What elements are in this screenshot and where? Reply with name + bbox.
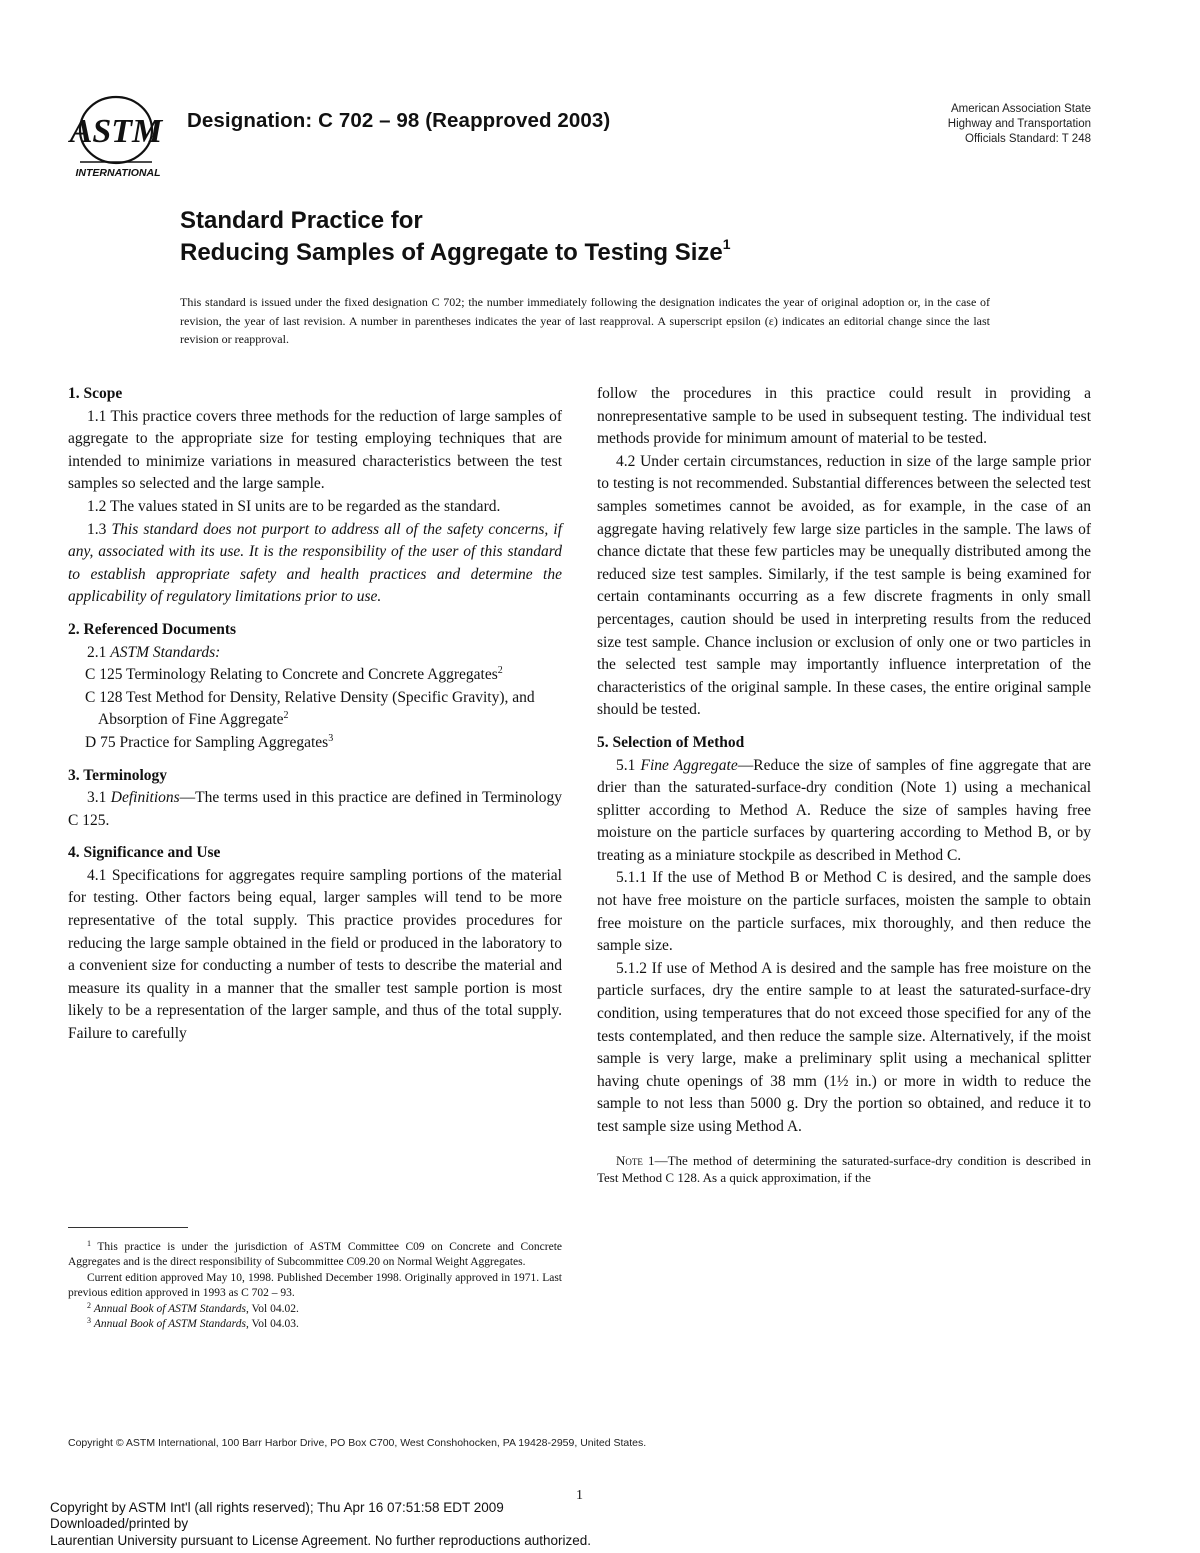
download-line: Downloaded/printed by: [50, 1516, 189, 1532]
reference-text: C 125 Terminology Relating to Concrete and Concrete Aggregates: [85, 666, 498, 684]
section-heading-selection-of-method: 5. Selection of Method: [597, 733, 745, 751]
note-text: —The method of determining the saturated-surface-dry condition is described in Test Method C 128. As a quick approximation, if the: [597, 1152, 1091, 1185]
download-line: Copyright by ASTM Int'l (all rights reserved); Thu Apr 16 07:51:58 EDT 2009: [50, 1500, 504, 1515]
paragraph-1-1: 1.1 This practice covers three methods for the reduction of large samples of aggregate to the appropriate size for testing employing techniques that are intended to minimize variations in measured characteristics between the test samples so selected and the large sample.: [68, 407, 562, 493]
footnote-book-title: Annual Book of ASTM Standards: [93, 1302, 246, 1315]
paragraph-number: 1.3: [87, 520, 112, 538]
right-column: [597, 383, 1091, 1186]
aashto-line: American Association State: [951, 103, 1091, 115]
paragraph-5-1-1: 5.1.1 If the use of Method B or Method C is desired, and the sample does not have free moisture on the particle surfaces, moisten the sample to obtain free moisture on the particle surfaces, mix thoroughly, and then reduce the sample size.: [597, 869, 1091, 955]
paragraph-4-1-continued: follow the procedures in this practice could result in providing a nonrepresentative sample to be used in subsequent testing. The individual test methods provide for minimum amount of material to be tested.: [597, 385, 1091, 448]
paragraph-4-2: 4.2 Under certain circumstances, reduction in size of the large sample prior to testing is not recommended. Substantial differences between the selected test samples sometimes cannot be avoided, as for example, in the case of an aggregate having relatively few large size particles in the sample. The laws of chance dictate that these few particles may be unequally distributed among the reduced size test samples. Similarly, if the test sample is being examined for certain contaminants occurring as a few discrete fragments in only small percentages, caution should be used in interpreting results from the reduced size test sample. Chance inclusion or exclusion of only one or two particles in the selected test sample may importantly influence interpretation of the characteristics of the original sample. In these cases, the entire original sample should be tested.: [597, 452, 1091, 719]
logo-text: INTERNATIONAL: [75, 167, 161, 179]
aashto-note: [880, 102, 1091, 147]
definitions-text: —The terms used in this practice are defined in Terminology C 125.: [68, 789, 563, 829]
paragraph-4-1: 4.1 Specifications for aggregates require sampling portions of the material for testing. Other factors being equal, larger samples will tend to be more representative of the total supply. This practice provides procedures for reducing the large sample obtained in the field or produced in the laboratory to a convenient size for conducting a number of tests to describe the material and measure its quality in a manner that the smaller test sample portion is most likely to be a representation of the larger sample, and thus of the total supply. Failure to carefully: [68, 866, 562, 1043]
footnote-marker: 2: [87, 1300, 91, 1310]
section-heading-significance: 4. Significance and Use: [68, 844, 221, 862]
footnote-1: [68, 1240, 562, 1271]
document-title-line-2: [180, 236, 731, 267]
footnote-volume: , Vol 04.03.: [245, 1318, 299, 1331]
download-notice: [50, 1500, 591, 1549]
download-line: Laurentian University pursuant to License Agreement. No further reproductions authorized.: [50, 1532, 592, 1548]
paragraph-number: 2.1: [87, 643, 111, 661]
astm-standards-label: ASTM Standards:: [110, 643, 221, 661]
title-footnote-marker: 1: [722, 236, 731, 252]
footnotes: [68, 1240, 562, 1332]
aashto-line: Highway and Transportation: [947, 118, 1091, 130]
footnote-divider: [68, 1227, 188, 1228]
paragraph-number: 5.1: [616, 756, 641, 774]
footnote-book-title: Annual Book of ASTM Standards: [93, 1318, 246, 1331]
astm-logo: [66, 92, 170, 180]
footnote-volume: , Vol 04.02.: [245, 1302, 299, 1315]
designation: Designation: C 702 – 98 (Reapproved 2003): [187, 109, 611, 132]
definitions-term: Definitions: [110, 789, 180, 807]
document-title-line-1: Standard Practice for: [180, 207, 423, 234]
paragraph-3-1: [68, 787, 562, 832]
footnote-1-edition: Current edition approved May 10, 1998. Published December 1998. Originally approved in 1971. Last previous edition approved in 1993 as C 702 – 93.: [68, 1271, 562, 1300]
issuance-note: This standard is issued under the fixed designation C 702; the number immediately following the designation indicates the year of original adoption or, in the case of revision, the year of last revision. A number in parentheses indicates the year of last reapproval. A superscript epsilon (ε) indicates an editorial change since the last revision or reapproval.: [180, 295, 990, 346]
footnote-3: [68, 1317, 562, 1332]
aashto-line: Officials Standard: T 248: [965, 133, 1091, 145]
page-number: 1: [576, 1488, 583, 1503]
safety-statement: This standard does not purport to address all of the safety concerns, if any, associated with its use. It is the responsibility of the user of this standard to establish appropriate safety and health practices and determine the applicability of regulatory limitations prior to use.: [68, 520, 563, 606]
footnote-marker: 1: [87, 1239, 91, 1248]
footnote-marker: 3: [87, 1316, 91, 1326]
paragraph-number: 3.1: [87, 789, 111, 807]
note-1: [597, 1152, 1091, 1186]
section-heading-terminology: 3. Terminology: [68, 766, 168, 784]
paragraph-2-1: [68, 642, 562, 665]
fine-aggregate-text: —Reduce the size of samples of fine aggregate that are drier than the saturated-surface-dry condition (Note 1) using a mechanical splitter according to Method A. Reduce the size of samples having free moisture on the particle surfaces by quartering according to Method B, or by treating as a miniature stockpile as described in Method C.: [597, 756, 1091, 864]
fine-aggregate-term: Fine Aggregate: [640, 756, 738, 774]
reference-item: [68, 664, 562, 687]
copyright-line: Copyright © ASTM International, 100 Barr Harbor Drive, PO Box C700, West Conshohocken, PA 19428-2959, United States.: [68, 1437, 647, 1449]
section-heading-referenced-documents: 2. Referenced Documents: [68, 620, 237, 638]
reference-item: [68, 732, 562, 755]
footnote-text: This practice is under the jurisdiction of ASTM Committee C09 on Concrete and Concrete Aggregates and is the direct responsibility of Subcommittee C09.20 on Normal Weight Aggregates.: [68, 1241, 562, 1269]
footnote-marker: 2: [283, 710, 289, 722]
section-heading-scope: 1. Scope: [68, 385, 123, 402]
svg-text:ASTM: ASTM: [69, 113, 163, 150]
reference-item: [68, 687, 562, 732]
footnote-marker: 3: [328, 732, 334, 744]
paragraph-1-2: 1.2 The values stated in SI units are to be regarded as the standard.: [87, 497, 501, 515]
paragraph-5-1-2: 5.1.2 If use of Method A is desired and the sample has free moisture on the particle surfaces, dry the entire sample to at least the saturated-surface-dry condition, using temperatures that do not exceed those specified for any of the tests contemplated, and then reduce the sample size. Alternatively, if the moist sample is very large, make a preliminary split using a mechanical splitter having chute openings of 38 mm (1½ in.) or more in width to reduce the sample to not less than 5000 g. Dry the portion so obtained, and reduce it to test sample size using Method A.: [597, 959, 1091, 1135]
footnote-marker: 2: [497, 665, 503, 677]
reference-text: C 128 Test Method for Density, Relative Density (Specific Gravity), and Absorption of Fine Aggregate: [85, 688, 535, 729]
note-label: Note 1: [616, 1152, 655, 1168]
left-column: [68, 383, 562, 1046]
paragraph-1-3: [68, 519, 562, 609]
reference-text: D 75 Practice for Sampling Aggregates: [85, 733, 329, 751]
document-title: Reducing Samples of Aggregate to Testing Size: [180, 239, 723, 266]
paragraph-5-1: [597, 755, 1091, 868]
footnote-2: [68, 1302, 562, 1317]
